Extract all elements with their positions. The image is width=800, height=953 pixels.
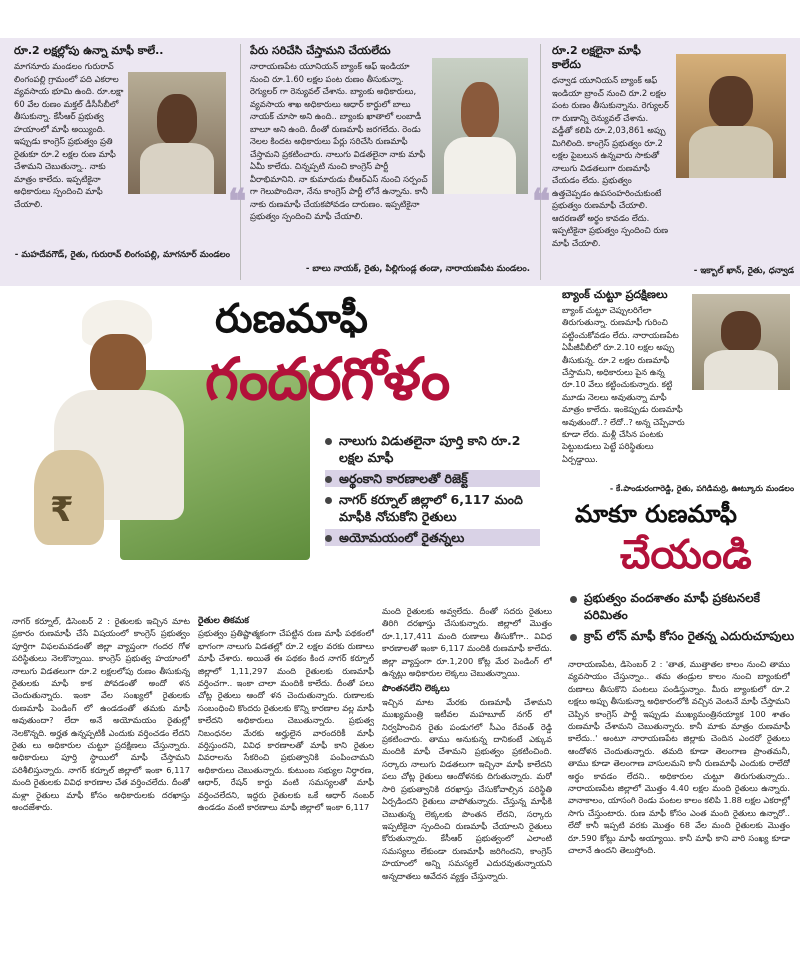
story-1-headline: రూ.2 లక్షల్లోపు ఉన్నా మాఫీ కాలే.. <box>14 44 164 57</box>
farmer-photo-1 <box>128 72 226 194</box>
article-column-3 <box>382 605 552 935</box>
divider <box>240 44 241 280</box>
request-highlight-item: క్రాప్ లోన్ మాఫీ కోసం రైతన్న ఎదురుచూపులు <box>570 628 795 645</box>
highlights-list <box>325 432 540 550</box>
farmer-illustration <box>34 300 194 545</box>
article-column-1: నాగర్ కర్నూల్, డిసెంబర్ 2 : రైతులకు ఇచ్చిన మాట ప్రకారం రుణమాఫీ చేసే విషయంలో కాంగ్రెస్ ప్రభుత్వం పూర్తిగా విఫలమవడంతో జిల్లా వ్యాప్తంగా గందర గోళ పరిస్థితులు నెలకొన్నాయి. కాంగ్రెస్ ప్రభుత్వ హయాంలో నాలుగు విడతలుగా రూ.2 లక్షలలోపు రుణం తీసుకున్న రైతులకు మాఫీ కాక పోవడంతో అందో ళన చెందుతున్నారు. ఇంకా వేల సంఖ్యలో రైతులకు రుణమాఫీ పెండింగ్ లో ఉండడంతో తమకు మాఫీ అవుతుందా? లేదా అనే అయోమయం రైతుల్లో నెలకొన్నది. అర్హత ఉన్నప్పటికీ ఎందుకు వర్తించడం లేదని రైతు లు అధికారుల చుట్టూ ప్రదక్షిణలు చేస్తున్నారు. అధికారులు పూర్తి స్థాయిలో మాఫీ చేస్తామని పరిశీలిస్తున్నారు. నాగర్ కర్నూల్ జిల్లాలో ఇంకా 6,117 మంది రైతులకు వివిధ కారణాల చేత వర్తించలేదు. దీంతో మళ్లా రైతులు మాఫీ కోసం అధికారులకు దరఖాస్తు అందజేశారు. <box>12 616 190 813</box>
quote-mark-icon: ❝ <box>532 182 551 222</box>
subheading: పొంతనలేని లెక్కలు <box>382 684 450 695</box>
bank-story-headline: బ్యాంక్ చుట్టూ ప్రదక్షిణలు <box>562 288 668 301</box>
highlight-item: అర్థంకాని కారణాలతో రిజెక్ట్ <box>325 470 540 487</box>
article-column-4: నారాయణపేట, డిసెంబర్ 2 : 'తాత, ముత్తాతల కాలం నుంచి తాము వ్యవసాయం చేస్తున్నాం.. తమ తండ్రుల కాలం నుంచి బ్యాంకులో రుణాలు తీసుకొని పంటలు పండిస్తున్నాం. మీరు బ్యాంకులో రూ.2 లక్షలు అప్పు తీసుకున్నా అధికారంలోకి వచ్చిన వెంటనే మాఫీ చేస్తామని చెప్పిన కాంగ్రెస్ పార్టీ ఇప్పుడు ముఖ్యమంత్రినయ్యాక 100 శాతం రుణమాఫీ చేశామని చెబుతున్నారు. కానీ మాకు మాత్రం రుణమాఫీ కాలేదు..' అంటూ నారాయణపేట జిల్లాకు చెందిన ఎందరో రైతులు ఆందోళన చెందుతున్నారు. తమది కూడా తెలంగాణ ప్రాంతమనీ, తాము కూడా తెలంగాణ వాసులమని కానీ రుణమాఫీ ఎందుకు రాలేదో అర్థం కావడం లేదని.. అధికారుల చుట్టూ తిరుగుతున్నారు.. నారాయణపేట జిల్లాలో మొత్తం 4.40 లక్షల మంది రైతులు ఉన్నారు. వానాకాలం, యాసంగి రెండు పంటల కాలం కలిపి 1.88 లక్షల ఎకరాల్లో సాగు చేస్తుంటారు. రుణ మాఫీ కోసం ఎంత మంది రైతులు ఉన్నారో.. లేదో కానీ ఇప్పటి వరకు మొత్తం 68 వేల మంది రైతులకు మొత్తం రూ.590 కోట్లు మాఫీ అయ్యాయి. కానీ మాఫీ కాని వారి సంఖ్య కూడా చాలానే ఉందని తెలుస్తోంది. <box>568 659 790 856</box>
highlight-item: నాలుగు విడుతలైనా పూర్తి కాని రూ.2 లక్షల మాఫీ <box>325 432 540 466</box>
story-2-signature: - బాలు నాయక్, రైతు, పిల్లిగుండ్ల తండా, నారాయణపేట మండలం. <box>305 264 530 274</box>
story-1-signature: - మహదేవగౌడ్, రైతు, గురురావ్ లింగంపల్లి, మాగనూర్ మండలం <box>14 250 230 260</box>
title-line-2: గందరగోళం <box>205 345 450 413</box>
request-title-1: మాకూ రుణమాఫీ <box>575 500 737 528</box>
farmer-photo-3 <box>676 54 786 178</box>
bank-story-signature: - కే.పాండురంగారెడ్డి, రైతు, పగిడిమర్రి, ఊట్కూరు మండలం <box>609 484 794 493</box>
request-highlights <box>570 590 795 649</box>
bank-story-body: బ్యాంక్ చుట్టూ చెప్పులరిగేలా తిరుగుతున్నా. రుణమాఫీ గురించి పట్టించుకోవడం లేదు. నారాయణపేట ఏపీజీవీబీలో రూ.2.10 లక్షల అప్పు తీసుకున్న. రూ.2 లక్షల రుణమాఫీ చేస్తామని, అధికారులు పైన ఉన్న రూ.10 వేలు కట్టించుకున్నారు. కట్టి మూడు నెలలు అవుతున్నా మాఫీ మాత్రం కాలేదు. ఇంకెప్పుడు రుణమాఫీ అవుతుందో..? లేదో..? అన్న చెప్పేవారు కూడా లేరు. మళ్లీ చేసిన పంటకు పెట్టుబడులు పెట్టే పరిస్థితులు ఏర్పడ్డాయి. <box>562 305 685 464</box>
story-3-headline: రూ.2 లక్షలైనా మాఫీ కాలేదు <box>552 44 641 71</box>
request-title-2: చేయండి <box>620 532 752 578</box>
article-column-2 <box>198 615 374 935</box>
farmer-photo-4 <box>692 294 790 390</box>
subheading: రైతుల తికమక <box>198 616 249 626</box>
story-1-body: మాగనూరు మండలం గురురావ్ లింగంపల్లి గ్రామంలో పది ఎకరాల వ్యవసాయ భూమి ఉంది. రూ.లక్షా 60 వేల రుణం మక్తల్ డీసీసీబీలో తీసుకున్నా. కేసీఆర్ ప్రభుత్వ హయాంలో మాఫీ అయ్యింది. ఇప్పుడు కాంగ్రెస్ ప్రభుత్వం ప్రతి రైతుకూ రూ.2 లక్షల రుణ మాఫీ చేశామని చెబుతున్నా.. నాకు మాత్రం కాలేదు. ఇప్పటికైనా అధికారులు స్పందించి మాఫీ చేయాలి. <box>14 61 124 209</box>
article-text: మంది రైతులకు అవ్వలేదు. దీంతో సదరు రైతులు తిరిగి దరఖాస్తు చేసుకున్నారు. జిల్లాలో మొత్తం రూ.1,17,411 మంది రుణాలు తీసుకోగా.. వివిధ కారణాలతో ఇంకా 6,117 మందికి రుణమాఫీ కాలేదు. జిల్లా వ్యాప్తంగా రూ.1,200 కోట్ల మేర పెండింగ్ లో ఉన్నట్లు అధికారుల లెక్కలు చెబుతున్నాయి. <box>382 606 552 679</box>
divider <box>540 44 541 280</box>
request-highlight-item: ప్రభుత్వం వందశాతం మాఫీ ప్రకటనలకే పరిమితం <box>570 590 795 624</box>
article-text: ఇచ్చిన మాట మేరకు రుణమాఫీ చేశామని ముఖ్యమంత్రి ఇటీవల మహబూబ్ నగర్ లో నిర్వహించిన రైతు పండుగలో సీఎం రేవంత్ రెడ్డి ప్రకటించారు. తాము అనుకున్న దానికంటే ఎక్కువ మందికి మాఫీ చేశామని ప్రభుత్వం ప్రకటించింది. సర్కారు నాలుగు విడతలుగా ఇచ్చినా మాఫీ కాలేదని పలు చోట్ల రైతులు ఆందోళనకు దిగుతున్నారు. మరో సారి ప్రభుత్వానికి దరఖాస్తు చేసుకోవాల్సిన పరిస్థితి ఏర్పడిందని రైతులు వాపోతున్నారు. చేస్తున్న మాఫీకి చెబుతున్న లెక్కలకు పొంతన లేదని, సర్కారు ఇప్పటికైనా స్పందించి రుణమాఫీ చేయాలని రైతులు కోరుతున్నారు. కేసీఆర్ ప్రభుత్వంలో ఎలాంటి సమస్యలు లేకుండా రుణమాఫీ జరిగిందని, కాంగ్రెస్ హయాంలో అన్ని సమస్యలే ఎదురవుతున్నాయని అన్నదాతలు ఆవేదన వ్యక్తం చేస్తున్నారు. <box>382 696 552 881</box>
quote-mark-icon: ❝ <box>228 182 247 222</box>
story-3-signature: - ఇక్బాల్ ఖాన్, రైతు, ధన్వాడ <box>693 266 794 276</box>
highlight-item: అయోమయంలో రైతన్నలు <box>325 529 540 546</box>
story-2-headline: పేరు సరిచేసి చేస్తామని చేయలేదు <box>250 44 391 57</box>
rupee-icon: ₹ <box>50 490 74 530</box>
story-2-body: నారాయణపేట యూనియన్ బ్యాంక్ ఆఫ్ ఇండియా నుంచి రూ.1.60 లక్షల పంట రుణం తీసుకున్నా. రెగ్యులర్ గా రెన్యువల్ చేశాను. బ్యాంకు అధికారులు, వ్యవసాయ శాఖ అధికారులు ఆధార్ కార్డులో బాలు నాయక్ చూసా అని ఉంది.. బ్యాంకు ఖాతాలో లంబాడీ బాలూ అని ఉంది. దీంతో రుణమాఫీ జరగలేదు. రెండు నెలల కిందట అధికారులు పేర్లు సరిచేసి రుణమాఫీ చేస్తామని ప్రకటించారు. నాలుగు విడతలైనా నాకు మాఫీ ఏమీ కాలేదు. చిన్నప్పటి నుంచి కాంగ్రెస్ పార్టీ వీరాభిమానిని. నా కుమారుడు బీఆర్ఎస్ నుంచి సర్పంచ్ గా గెలుపొందినా, నేను కాంగ్రెస్ పార్టీ లోనే ఉన్నాను. కానీ నాకు రుణమాఫీ చేయకపోవడం దారుణం. ఇప్పటికైనా ప్రభుత్వం స్పందించి మాఫీ చేయాలి. <box>250 61 428 221</box>
article-text: ప్రభుత్వం ప్రతిష్టాత్మకంగా చేపట్టిన రుణ మాఫీ పథకంలో భాగంగా నాలుగు విడతల్లో రూ.2 లక్షల వరకు రుణాలు మాఫీ చేశారు. అయితే ఈ పథకం కింద నాగర్ కర్నూల్ జిల్లాలో 1,11,297 మంది రైతులకు రుణమాఫీ వర్తించగా.. ఇంకా చాలా మందికి కాలేదు. దీంతో పలు చోట్ల రైతులు ఆందో ళన చెందుతున్నారు. రుణాలకు సంబంధించి కొందరు రైతులకు కొన్ని కారణాల వల్ల మాఫీ కాలేదని అధికారులు చెబుతున్నారు. ప్రభుత్వ నిబంధనల మేరకు అర్హులైన వారందరికీ మాఫీ వర్తిస్తుందని, వివిధ కారణాలతో మాఫీ కాని రైతుల వివరాలను సేకరించి ప్రభుత్వానికి పంపించామని అధికారులు చెబుతున్నారు. కుటుంబ సభ్యుల నిర్ధారణ, ఆధార్, రేషన్ కార్డు వంటి సమస్యలతో మాఫీ వర్తించలేదని, ఇద్దరు రైతులకు ఒకే ఆధార్ నంబర్ ఉండడం వంటి కారణాలు మాఫీ జిల్లాలో ఇంకా 6,117 <box>198 628 374 813</box>
farmer-photo-2 <box>432 58 528 194</box>
story-3-body: ధన్వాడ యూనియన్ బ్యాంక్ ఆఫ్ ఇండియా బ్రాంచ్ నుంచి రూ.2 లక్షల పంట రుణం తీసుకున్నాను. రెగ్యులర్ గా రుణాన్ని రెన్యువల్ చేశాను. వడ్డీతో కలిపి రూ.2,03,861 అప్పు మిగిలింది. కాంగ్రెస్ ప్రభుత్వం రూ.2 లక్షల పైబలున ఉన్నవారు సాకుతో నాలుగు విడతలుగా రుణమాఫీ చేయడం లేదు. ప్రభుత్వం ఉత్తచెప్పడం ఉపసంహరించుకుంటే ప్రభుత్వం రుణమాఫీ చేయాలి. ఆదరణతో అర్థం కావడం లేదు. ఇప్పటికైనా ప్రభుత్వం స్పందించి రుణ మాఫీ చేయాలి. <box>552 75 669 248</box>
title-line-1: రుణమాఫీ <box>215 296 368 342</box>
highlight-item: నాగర్ కర్నూల్ జిల్లాలో 6,117 మంది మాఫీకి నోచుకోని రైతులు <box>325 491 540 525</box>
